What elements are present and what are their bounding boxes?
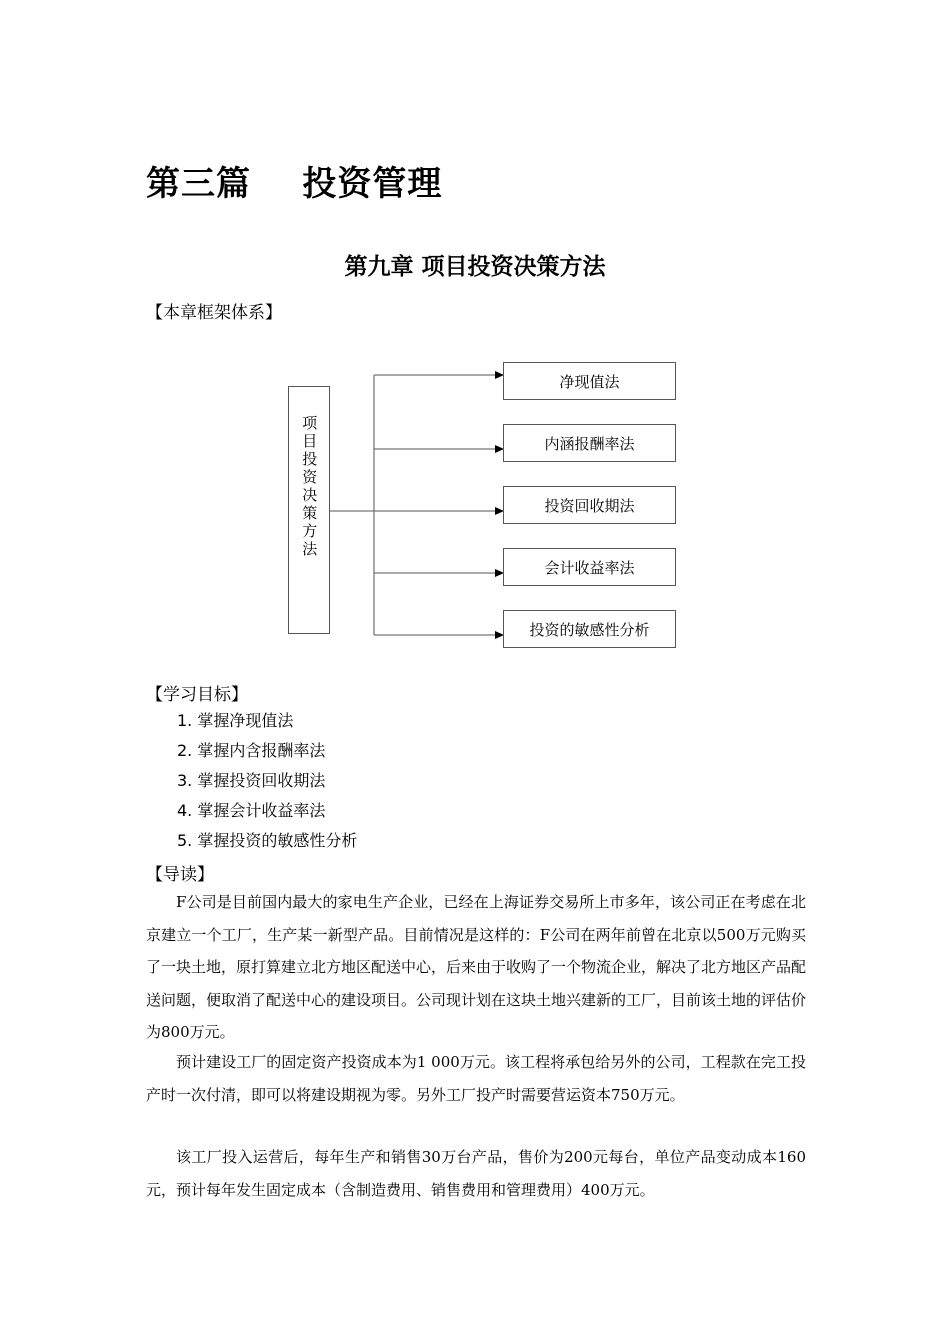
method-node-sensitivity: 投资的敏感性分析 [503,610,676,648]
list-item: 4. 掌握会计收益率法 [177,801,326,820]
reading-paragraph-2: 预计建设工厂的固定资产投资成本为1 000万元。该工程将承包给另外的公司，工程款在完工投产时一次付清，即可以将建设期视为零。另外工厂投产时需要营运资本750万元。 [146,1053,806,1104]
list-item: 2. 掌握内含报酬率法 [177,741,326,760]
method-node-npv: 净现值法 [503,362,676,400]
root-node [288,386,330,634]
reading-paragraph-1: F公司是目前国内最大的家电生产企业，已经在上海证券交易所上市多年，该公司正在考虑在北京建立一个工厂，生产某一新型产品。目前情况是这样的：F公司在两年前曾在北京以500万元购买了一块土地，原打算建立北方地区配送中心，后来由于收购了一个物流企业，解决了北方地区产品配送问题，便取消了配送中心的建设项目。公司现计划在这块土地兴建新的工厂，目前该土地的评估价为800万元。 [146,893,807,1042]
chapter-title: 第九章 项目投资决策方法 [344,254,606,280]
framework-diagram [0,350,950,660]
list-item: 1. 掌握净现值法 [177,711,294,730]
method-node-irr: 内涵报酬率法 [503,424,676,462]
objectives-list [177,709,357,859]
framework-heading: 【本章框架体系】 [146,303,282,323]
method-node-arr: 会计收益率法 [503,548,676,586]
connector-lines [0,350,950,660]
objectives-heading: 【学习目标】 [146,685,248,705]
reading-heading: 【导读】 [146,865,214,885]
reading-paragraph-3: 该工厂投入运营后，每年生产和销售30万台产品，售价为200元每台，单位产品变动成本160元，预计每年发生固定成本（含制造费用、销售费用和管理费用）400万元。 [146,1148,806,1199]
part-title: 第三篇 投资管理 [146,164,443,204]
list-item: 3. 掌握投资回收期法 [177,771,326,790]
list-item: 5. 掌握投资的敏感性分析 [177,831,358,850]
root-node-label: 项目投资决策方法 [300,415,319,559]
method-node-payback: 投资回收期法 [503,486,676,524]
